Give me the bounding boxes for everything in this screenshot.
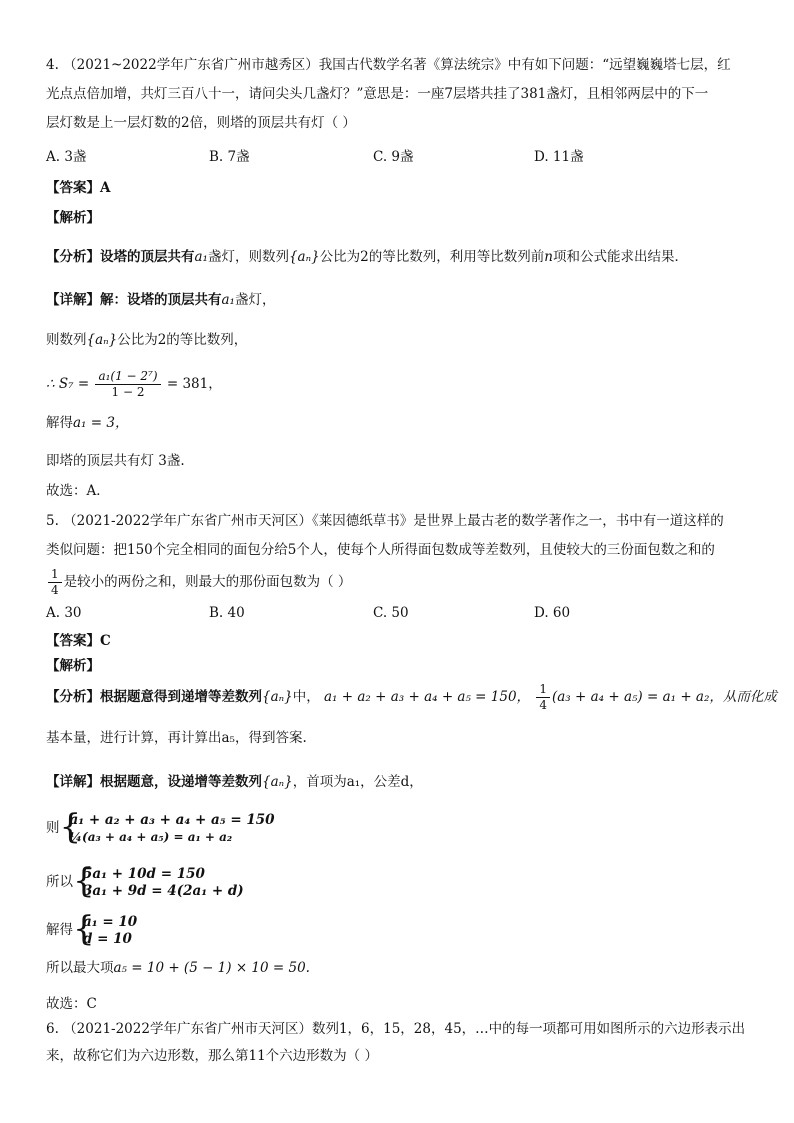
q4-stem-line-1: 4. （2021~2022学年广东省广州市越秀区）我国古代数学名著《算法统宗》中有如下问题：“远望巍巍塔七层，红 xyxy=(46,57,731,73)
q5-system-3: 解得 { a₁ = 10 d = 10 xyxy=(46,908,138,949)
q4-option-d[interactable]: D. 11盏 xyxy=(534,149,584,165)
q4-analysis-label: 【解析】 xyxy=(46,210,100,226)
q4-sequence-statement: 则数列{aₙ}公比为2的等比数列， xyxy=(46,332,248,348)
q5-stem-line-3: $\frac{1}{4}$ 是较小的两份之和，则最大的那份面包数为（ ） xyxy=(46,565,351,599)
q4-choice: 故选：A． xyxy=(46,483,110,499)
q5-option-b[interactable]: B. 40 xyxy=(209,605,245,621)
q6-stem-line-2: 来，故称它们为六边形数，那么第11个六边形数为（ ） xyxy=(46,1048,378,1064)
q4-stem-line-2: 光点点倍加增，共灯三百八十一，请问尖头几盏灯？”意思是：一座7层塔共挂了381盏灯，且相邻两层中的下一 xyxy=(46,86,709,102)
q5-choice: 故选：C xyxy=(46,996,97,1012)
q5-max-term: 所以最大项a₅ = 10 + (5 − 1) × 10 = 50. xyxy=(46,960,310,976)
q4-analysis-summary: 【分析】设塔的顶层共有a₁盏灯，则数列{aₙ}公比为2的等比数列，利用等比数列前n项和公式能求出结果． xyxy=(46,249,688,265)
q4-conclusion: 即塔的顶层共有灯 3盏. xyxy=(46,453,185,469)
q5-answer: 【答案】C xyxy=(46,633,111,649)
q5-option-c[interactable]: C. 50 xyxy=(373,605,409,621)
q4-stem-line-3: 层灯数是上一层灯数的2倍，则塔的顶层共有灯（ ） xyxy=(46,115,356,131)
q5-option-a[interactable]: A. 30 xyxy=(46,605,82,621)
q5-system-1: 则 { a₁ + a₂ + a₃ + a₄ + a₅ = 150 ¼(a₃ + a₄ + a₅) = a₁ + a₂ xyxy=(46,806,275,847)
q4-option-a[interactable]: A. 3盏 xyxy=(46,149,87,165)
q4-options xyxy=(46,147,758,167)
q4-sum-formula: ∴ S₇ = $\frac{\text{a₁(1 − 2⁷)}}{1 - 2}$ = 381， xyxy=(46,369,222,399)
q4-detail-intro: 【详解】解：设塔的顶层共有a₁盏灯， xyxy=(46,292,276,308)
q5-options xyxy=(46,603,758,623)
q5-detail-intro: 【详解】根据题意，设递增等差数列{aₙ}，首项为a₁，公差d， xyxy=(46,774,423,790)
q5-stem-line-2: 类似问题：把150个完全相同的面包分给5个人，使每个人所得面包数成等差数列，且使较大的三份面包数之和的 xyxy=(46,542,715,558)
q5-system-2: 所以 { 5a₁ + 10d = 150 3a₁ + 9d = 4(2a₁ + d) xyxy=(46,860,244,901)
q4-option-c[interactable]: C. 9盏 xyxy=(373,149,414,165)
q5-analysis-summary-line-2: 基本量，进行计算，再计算出a₅，得到答案. xyxy=(46,730,307,746)
q5-analysis-label: 【解析】 xyxy=(46,658,100,674)
q4-solve-result: 解得a₁ = 3， xyxy=(46,415,129,431)
q5-stem-line-1: 5. （2021-2022学年广东省广州市天河区）《莱因德纸草书》是世界上最古老的数学著作之一，书中有一道这样的 xyxy=(46,513,724,529)
q5-option-d[interactable]: D. 60 xyxy=(534,605,571,621)
q6-stem-line-1: 6. （2021-2022学年广东省广州市天河区）数列1，6，15，28，45，…中的每一项都可用如图所示的六边形表示出 xyxy=(46,1021,746,1037)
q5-analysis-summary: 【分析】根据题意得到递增等差数列{aₙ}中， a₁ + a₂ + a₃ + a₄ + a₅ = 150， $\frac{1}{4}$ (a₃ + a₄ + a₅) = a₁ + a₂，从而化成 xyxy=(46,682,777,712)
q4-answer: 【答案】A xyxy=(46,180,111,196)
q4-option-b[interactable]: B. 7盏 xyxy=(209,149,250,165)
